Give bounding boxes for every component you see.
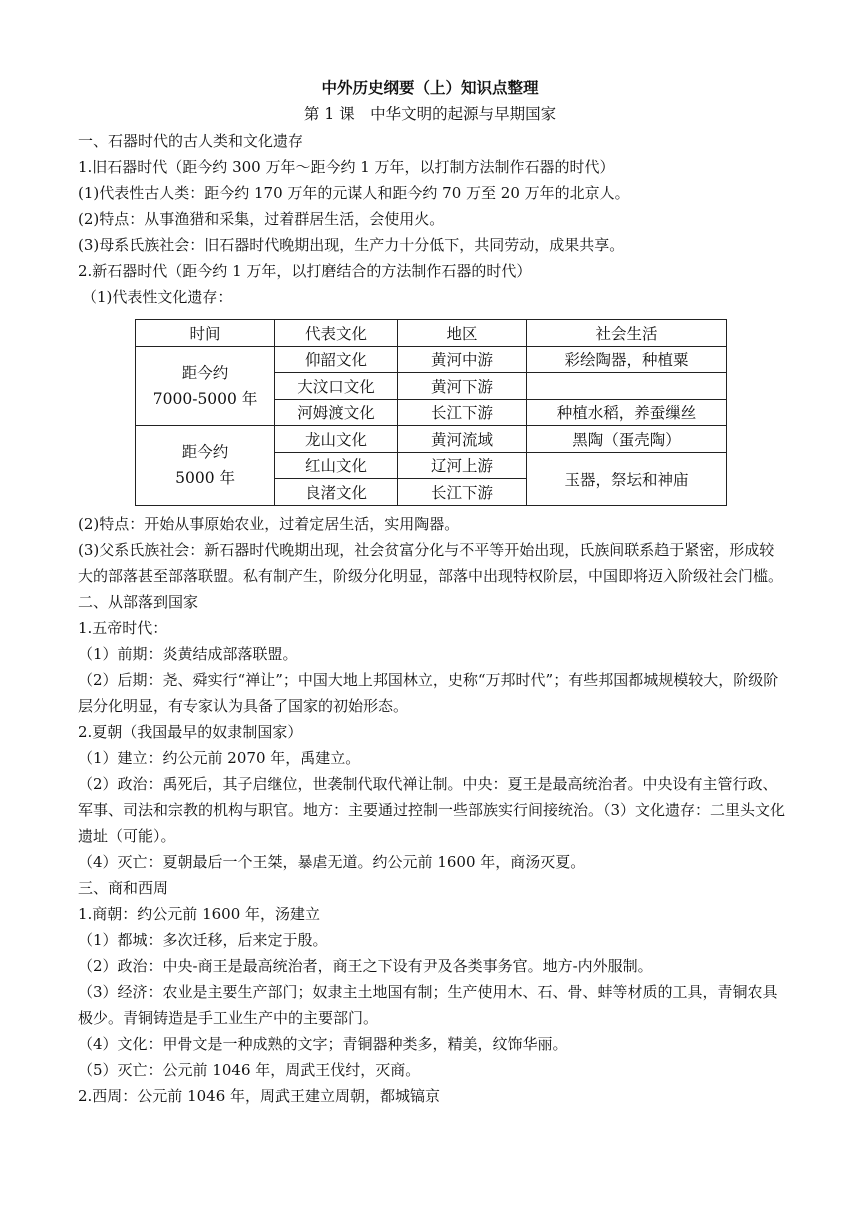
- document-title: 中外历史纲要（上）知识点整理: [321, 79, 539, 97]
- culture-cell: 龙山文化: [275, 426, 398, 453]
- lesson-subtitle: 第 1 课 中华文明的起源与早期国家: [303, 105, 557, 123]
- paragraph: 2.西周：公元前 1046 年，周武王建立周朝，都城镐京: [78, 1086, 441, 1105]
- paragraph: （4）文化：甲骨文是一种成熟的文字；青铜器种类多，精美，纹饰华丽。: [78, 1034, 568, 1053]
- table-header-cell: 代表文化: [275, 320, 398, 347]
- paragraph: （2）政治：中央-商王是最高统治者，商王之下设有尹及各类事务官。地方-内外服制。: [78, 956, 653, 975]
- life-cell: 种植水稻，养蚕缫丝: [526, 399, 726, 426]
- paragraph: (2)特点：开始从事原始农业，过着定居生活，实用陶器。: [78, 514, 460, 533]
- region-cell: 长江下游: [397, 479, 526, 506]
- section-heading: 三、商和西周: [78, 878, 169, 897]
- paragraph: （1）建立：约公元前 2070 年，禹建立。: [78, 748, 361, 767]
- period-line: 距今约: [181, 443, 229, 462]
- region-cell: 长江下游: [397, 399, 526, 426]
- table-header-cell: 社会生活: [526, 320, 726, 347]
- paragraph: （4）灭亡：夏朝最后一个王桀，暴虐无道。约公元前 1600 年，商汤灭夏。: [78, 852, 586, 871]
- table-row: [136, 426, 727, 453]
- paragraph: 1.商朝：约公元前 1600 年，汤建立: [78, 904, 321, 923]
- region-cell: 黄河中游: [397, 346, 526, 373]
- life-cell: [526, 373, 726, 400]
- culture-cell: 大汶口文化: [275, 373, 398, 400]
- paragraph: （2）后期：尧、舜实行“禅让”；中国大地上邦国林立，史称“万邦时代”；有些邦国都城规模较大，阶级阶层分化明显，有专家认为具备了国家的初始形态。: [78, 670, 779, 715]
- culture-cell: 仰韶文化: [275, 346, 398, 373]
- paragraph: （1）都城：多次迁移，后来定于殷。: [78, 930, 328, 949]
- document-body: [78, 128, 788, 1109]
- paragraph: （1)代表性文化遗存：: [82, 288, 233, 306]
- period-line: 距今约: [181, 363, 229, 382]
- region-cell: 辽河上游: [397, 452, 526, 479]
- period-line: 5000 年: [175, 469, 235, 488]
- table-header-cell: 时间: [136, 320, 275, 347]
- period-cell: [136, 426, 275, 506]
- region-cell: 黄河流域: [397, 426, 526, 453]
- culture-cell: 红山文化: [275, 452, 398, 479]
- paragraph: (2)特点：从事渔猎和采集，过着群居生活，会使用火。: [78, 210, 445, 228]
- region-cell: 黄河下游: [397, 373, 526, 400]
- section-heading: 二、从部落到国家: [78, 592, 199, 611]
- paragraph: (3)母系氏族社会：旧石器时代晚期出现，生产力十分低下，共同劳动，成果共享。: [78, 236, 625, 254]
- paragraph: (3)父系氏族社会：新石器时代晚期出现，社会贫富分化与不平等开始出现，氏族间联系趋于紧密，形成较大的部落甚至部落联盟。私有制产生，阶级分化明显，部落中出现特权阶层，中国即将迈入阶级社会门槛。: [78, 540, 784, 585]
- paragraph: 1.五帝时代：: [78, 618, 168, 637]
- table-row: [136, 346, 727, 373]
- life-cell: 彩绘陶器，种植粟: [526, 346, 726, 373]
- paragraph: 2.新石器时代（距今约 1 万年，以打磨结合的方法制作石器的时代）: [78, 262, 532, 280]
- period-line: 7000-5000 年: [152, 389, 258, 408]
- neolithic-culture-table: [135, 319, 727, 506]
- paragraph: （2）政治：禹死后，其子启继位，世袭制代取代禅让制。中央：夏王是最高统治者。中央设有主管行政、军事、司法和宗教的机构与职官。地方：主要通过控制一些部族实行间接统治。（3）文化遗存：二里头文化遗址（可能）。: [78, 774, 786, 845]
- table-header-row: [136, 320, 727, 347]
- period-cell: [136, 346, 275, 426]
- life-cell: 黑陶（蛋壳陶）: [526, 426, 726, 453]
- paragraph: （3）经济：农业是主要生产部门；奴隶主土地国有制；生产使用木、石、骨、蚌等材质的工具，青铜农具极少。青铜铸造是手工业生产中的主要部门。: [78, 982, 778, 1027]
- culture-cell: 河姆渡文化: [275, 399, 398, 426]
- table-header-cell: 地区: [397, 320, 526, 347]
- paragraph: 2.夏朝（我国最早的奴隶制国家）: [78, 722, 303, 741]
- paragraph: （1）前期：炎黄结成部落联盟。: [78, 644, 298, 663]
- paragraph: （5）灭亡：公元前 1046 年，周武王伐纣，灭商。: [78, 1060, 421, 1079]
- paragraph: 1.旧石器时代（距今约 300 万年～距今约 1 万年，以打制方法制作石器的时代）: [78, 158, 615, 176]
- culture-cell: 良渚文化: [275, 479, 398, 506]
- section-heading: 一、石器时代的古人类和文化遗存: [78, 132, 304, 150]
- life-cell: 玉器，祭坛和神庙: [526, 452, 726, 505]
- paragraph: (1)代表性古人类：距今约 170 万年的元谋人和距今约 70 万至 20 万年的北京人。: [78, 184, 630, 202]
